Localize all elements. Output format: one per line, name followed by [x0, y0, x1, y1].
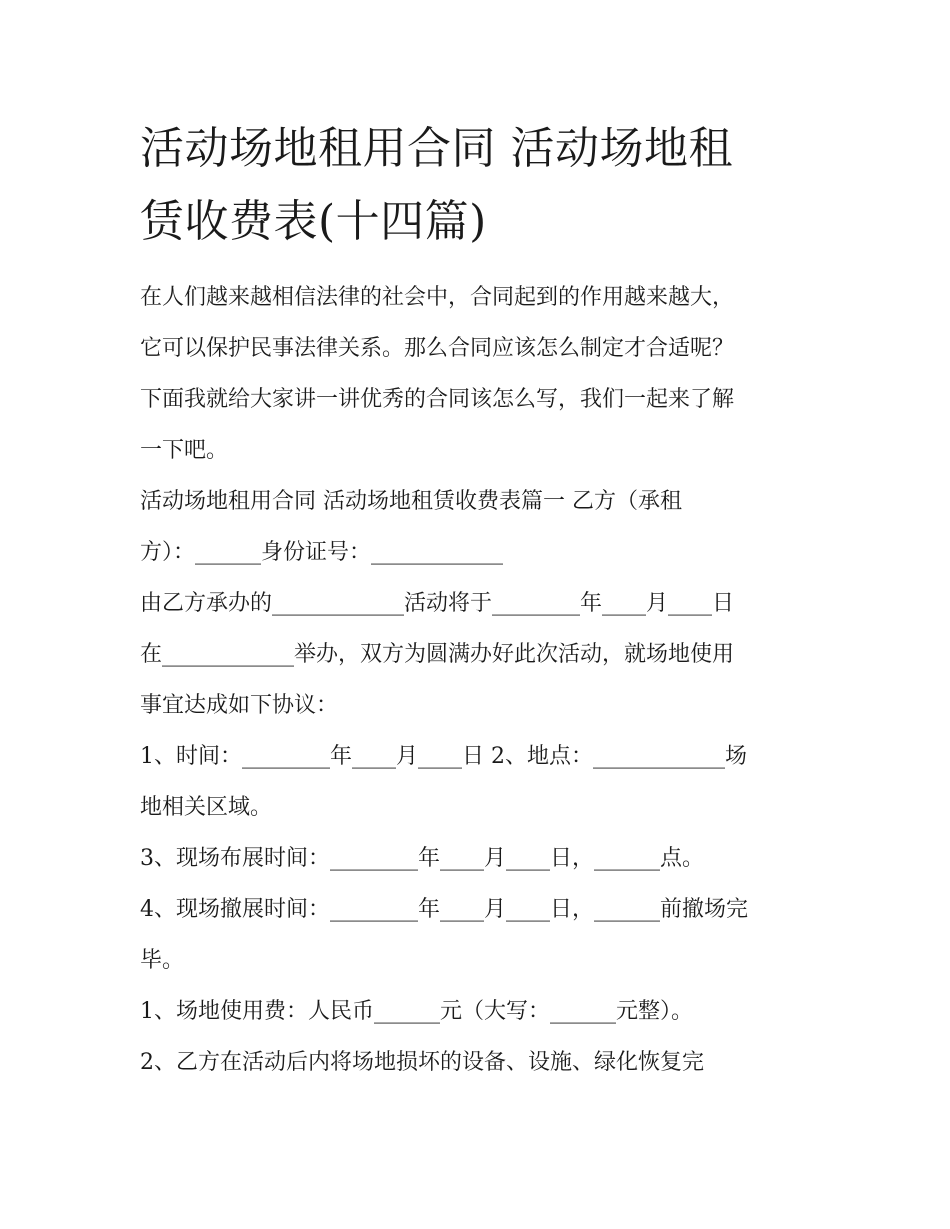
- paragraph-line: 1、时间：________年____月____日 2、地点：____________场: [140, 744, 747, 769]
- title-line: 活动场地租用合同 活动场地租: [140, 123, 733, 174]
- document-body: [140, 272, 820, 1088]
- paragraph-line: 事宜达成如下协议：: [140, 693, 339, 718]
- paragraph-line: 3、现场布展时间：________年____月____日，______点。: [140, 846, 704, 871]
- paragraph-line: 方）：______身份证号：____________: [140, 540, 504, 565]
- paragraph-line: 地相关区域。: [140, 795, 273, 820]
- paragraph-line: 1、场地使用费：人民币______元（大写：______元整）。: [140, 999, 693, 1024]
- paragraph-line: 它可以保护民事法律关系。那么合同应该怎么制定才合适呢？: [140, 336, 735, 361]
- paragraph-line: 一下吧。: [140, 438, 229, 463]
- paragraph-line: 由乙方承办的____________活动将于________年____月____日: [140, 591, 735, 616]
- paragraph-line: 下面我就给大家讲一讲优秀的合同该怎么写，我们一起来了解: [140, 387, 735, 412]
- paragraph-line: 活动场地租用合同 活动场地租赁收费表篇一 乙方（承租: [140, 489, 682, 514]
- paragraph-line: 在人们越来越相信法律的社会中，合同起到的作用越来越大，: [140, 285, 735, 310]
- paragraph-line: 2、乙方在活动后内将场地损坏的设备、设施、绿化恢复完: [140, 1050, 704, 1075]
- title-line: 赁收费表(十四篇): [140, 196, 487, 247]
- paragraph-line: 4、现场撤展时间：________年____月____日，______前撤场完: [140, 897, 748, 922]
- paragraph-line: 毕。: [140, 948, 185, 973]
- paragraph-line: 在____________举办，双方为圆满办好此次活动，就场地使用: [140, 642, 735, 667]
- document-title: [140, 112, 830, 258]
